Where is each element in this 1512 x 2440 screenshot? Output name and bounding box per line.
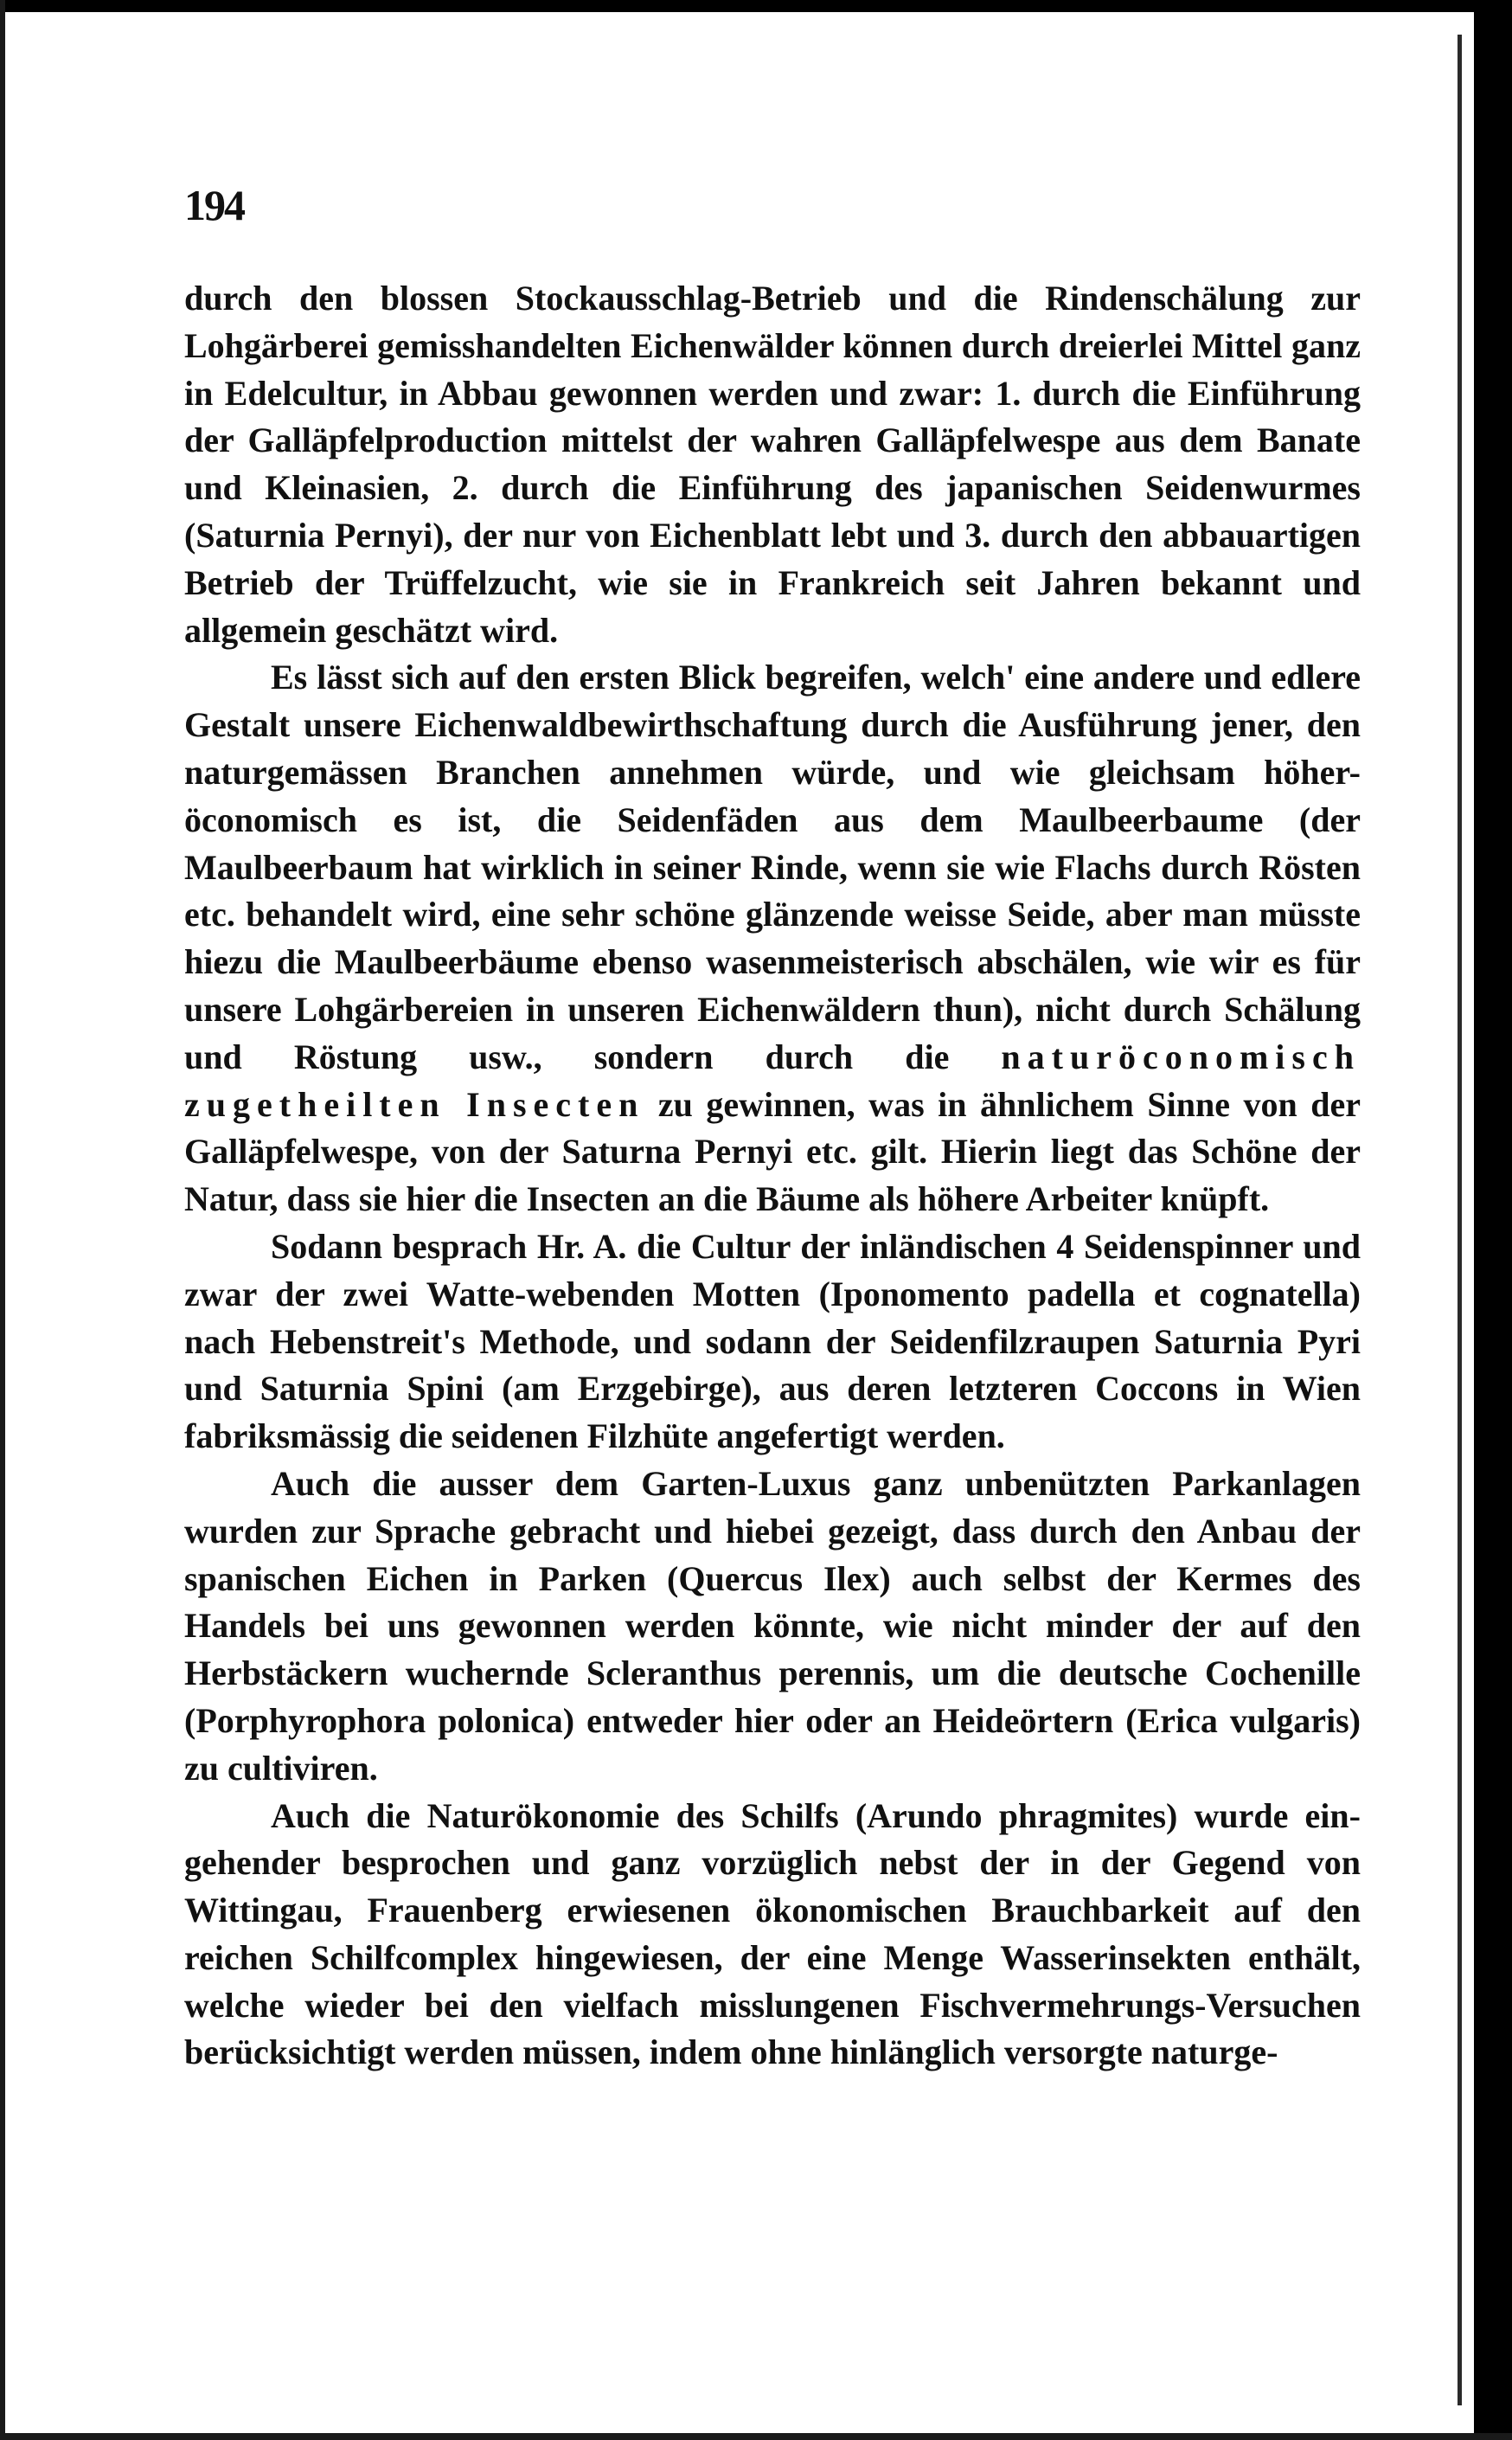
scan-border-right — [1474, 0, 1512, 2440]
paragraph-2-text-after: zu gewinnen, was in ähnlichem Sinne von der Galläpfelwespe, von der Saturna Pernyi etc. gilt. Hierin liegt das Schöne der Natur, dass sie hier die Insecten an die Bäume als höhere Arbeiter knüpft. — [184, 1084, 1361, 1219]
body-text — [184, 275, 1361, 2077]
paragraph-2-spaced-emphasis: naturöconomisch zugetheilten Insecten — [184, 1037, 1361, 1124]
scan-border-left — [0, 0, 5, 2440]
page-number: 194 — [184, 181, 244, 229]
paragraph-5: Auch die Naturökonomie des Schilfs (Arundo phragmites) wurde eingehender besprochen und ganz vorzüglich nebst der in der Gegend von Wittingau, Frauenberg erwiesenen ökonomischen Brauchbarkeit auf den reichen Schilfcomplex hingewiesen, der eine Menge Wasserinsekten enthält, welche wieder bei den vielfach misslungenen Fischvermehrungs-Versuchen berücksichtigt werden müssen, indem ohne hinlänglich versorgte naturge- — [184, 1795, 1361, 2072]
scan-border-top — [0, 0, 1512, 12]
book-gutter-line — [1458, 35, 1462, 2405]
paragraph-2-text-before: Es lässt sich auf den ersten Blick begreifen, welch' eine andere und edlere Gestalt unsere Eichenwaldbewirthschaftung durch die Ausführung jener, den naturgemässen Branchen annehmen würde, und wie gleichsam höher-öconomisch es ist, die Seidenfäden aus dem Maulbeerbaume (der Maulbeerbaum hat wirklich in seiner Rinde, wenn sie wie Flachs durch Rösten etc. behandelt wird, eine sehr schöne glänzende weisse Seide, aber man müsste hiezu die Maulbeerbäume ebenso wasenmeisterisch abschälen, wie wir es für unsere Lohgärbereien in unseren Eichenwäldern thun), nicht durch Schälung und Röstung usw., sondern durch die — [184, 658, 1361, 1076]
scan-border-bottom — [0, 2433, 1512, 2440]
paragraph-1: durch den blossen Stockausschlag-Betrieb und die Rindenschälung zur Lohgärberei gemisshandelten Eichenwälder können durch dreierlei Mittel ganz in Edelcultur, in Abbau gewonnen werden und zwar: 1. durch die Einführung der Galläpfelproduction mittelst der wahren Galläpfelwespe aus dem Banate und Kleinasien, 2. durch die Einführung des japanischen Seidenwurmes (Saturnia Pernyi), der nur von Eichenblatt lebt und 3. durch den abbauartigen Betrieb der Trüffelzucht, wie sie in Frankreich seit Jahren bekannt und allgemein geschätzt wird. — [184, 279, 1361, 650]
paragraph-3: Sodann besprach Hr. A. die Cultur der inländischen 4 Seidenspinner und zwar der zwei Watte-webenden Motten (Iponomento padella et cognatella) nach Hebenstreit's Methode, und sodann der Seidenfilzraupen Saturnia Pyri und Saturnia Spini (am Erzgebirge), aus deren letzteren Coccons in Wien fabriksmässig die seidenen Filzhüte angefertigt werden. — [184, 1226, 1361, 1456]
paragraph-4: Auch die ausser dem Garten-Luxus ganz unbenützten Parkanlagen wurden zur Sprache gebracht und hiebei gezeigt, dass durch den Anbau der spanischen Eichen in Parken (Quercus Ilex) auch selbst der Kermes des Handels bei uns gewonnen werden könnte, wie nicht minder der auf den Herbstäckern wuchernde Scleranthus perennis, um die deutsche Cochenille (Porphyrophora polonica) entweder hier oder an Heideörtern (Erica vulgaris) zu cultiviren. — [184, 1463, 1361, 1788]
paragraph-2 — [184, 654, 1361, 1223]
